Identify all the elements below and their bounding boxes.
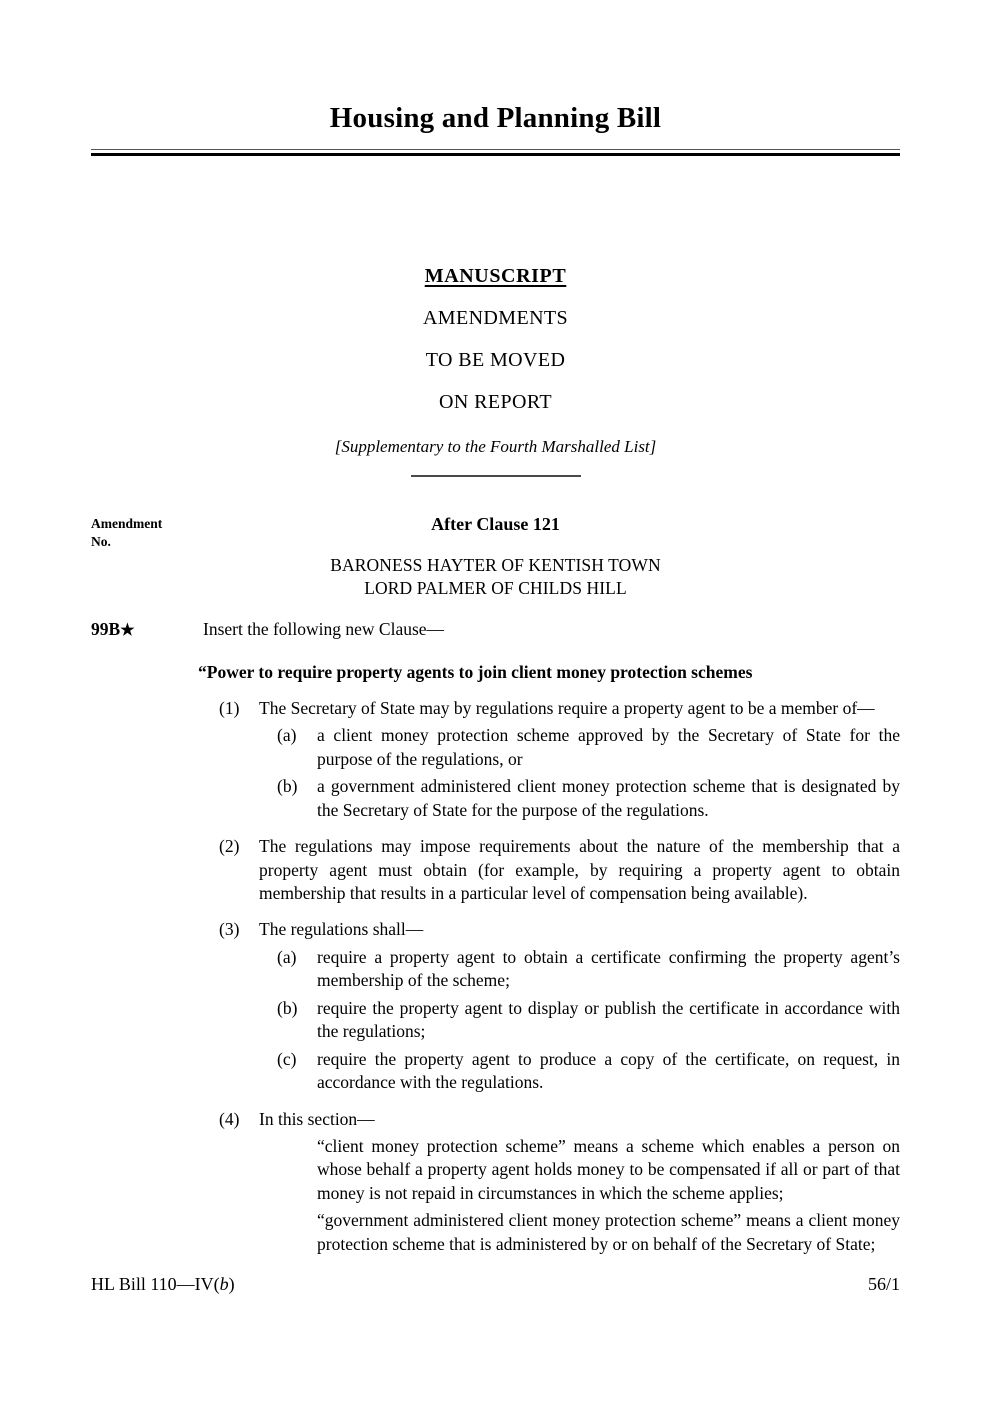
sponsor-name: BARONESS HAYTER OF KENTISH TOWN (330, 555, 661, 575)
sponsor-list (91, 554, 900, 600)
paragraph (277, 775, 900, 822)
amendment-no-label (91, 515, 211, 551)
page-footer (91, 1275, 900, 1293)
amendment-no-line1: Amendment (91, 516, 163, 531)
definition-entry: “government administered client money protection scheme” means a client money protection scheme that is administered by or on behalf of the Secretary of State; (317, 1210, 900, 1254)
bill-reference (91, 1275, 235, 1293)
subsection-text: In this section— (259, 1108, 375, 1129)
paragraph-marker: (b) (277, 997, 298, 1018)
paragraph-text: require the property agent to display or publish the certificate in accordance with the regulations; (317, 997, 900, 1042)
clause-reference: After Clause 121 (431, 514, 560, 534)
amendment-number-text: 99B (91, 619, 121, 640)
section-divider-rule (411, 475, 581, 477)
subsection-marker: (3) (219, 919, 240, 940)
subsection (219, 1108, 900, 1131)
subsection-marker: (1) (219, 697, 240, 718)
title-double-rule (91, 149, 900, 156)
bill-ref-italic-letter: b (219, 1274, 229, 1294)
new-clause-heading: “Power to require property agents to join client money protection schemes (198, 662, 753, 683)
subsection-text: The Secretary of State may by regulations require a property agent to be a member of— (259, 697, 875, 718)
subsection-marker: (4) (219, 1108, 240, 1129)
paragraph (277, 997, 900, 1044)
paragraph-text: a government administered client money protection scheme that is designated by the Secretary of State for the purpose of the regulations. (317, 776, 900, 820)
amendment-header (91, 515, 900, 600)
amendment-no-line2: No. (91, 534, 111, 550)
paragraph (277, 946, 900, 993)
amendment-number (91, 618, 135, 641)
to-be-moved-label: TO BE MOVED (425, 349, 566, 371)
paragraph-marker: (c) (277, 1048, 297, 1069)
paragraph-marker: (a) (277, 946, 297, 967)
definition-entry: “client money protection scheme” means a scheme which enables a person on whose behalf a property agent holds money to be compensated if all or part of that money is not repaid in circumstances in which the scheme applies; (317, 1135, 900, 1203)
bill-ref-part: IV( (194, 1274, 220, 1294)
heading-block (91, 266, 900, 477)
amendment-instruction-row (91, 618, 900, 642)
star-icon: ★ (120, 622, 135, 640)
paragraph-marker: (a) (277, 725, 297, 746)
paragraph-text: require the property agent to produce a copy of the certificate, on request, in accordance with the regulations. (317, 1048, 900, 1093)
bill-ref-suffix: ) (228, 1274, 235, 1294)
bill-ref-dash: — (176, 1274, 195, 1294)
bill-ref-prefix: HL Bill 110 (91, 1274, 177, 1294)
sponsor-name: LORD PALMER OF CHILDS HILL (364, 578, 627, 599)
paragraph-text: require a property agent to obtain a certificate confirming the property agent’s membership of the scheme; (317, 946, 900, 991)
subsection (219, 697, 900, 720)
paragraph (277, 724, 900, 771)
page-title: Housing and Planning Bill (329, 102, 662, 134)
on-report-label: ON REPORT (439, 391, 552, 413)
amendment-instruction: Insert the following new Clause— (203, 619, 445, 640)
rule-thick (91, 153, 900, 156)
paragraph (277, 1048, 900, 1095)
page-number: 56/1 (867, 1274, 900, 1294)
amendments-label: AMENDMENTS (422, 307, 569, 329)
subsection (219, 918, 900, 941)
paragraph-text: a client money protection scheme approved by the Secretary of State for the purpose of the regulations, or (317, 725, 900, 769)
subsection-text: The regulations shall— (259, 919, 424, 940)
subsection (219, 835, 900, 905)
manuscript-label: MANUSCRIPT (424, 265, 567, 287)
paragraph-marker: (b) (277, 776, 298, 797)
supplementary-note: [Supplementary to the Fourth Marshalled List] (334, 437, 657, 456)
subsection-marker: (2) (219, 836, 240, 857)
subsection-text: The regulations may impose requirements about the nature of the membership that a property agent must obtain (for example, by requiring a property agent to obtain membership that results in a particular level of compensation being available). (259, 836, 900, 903)
